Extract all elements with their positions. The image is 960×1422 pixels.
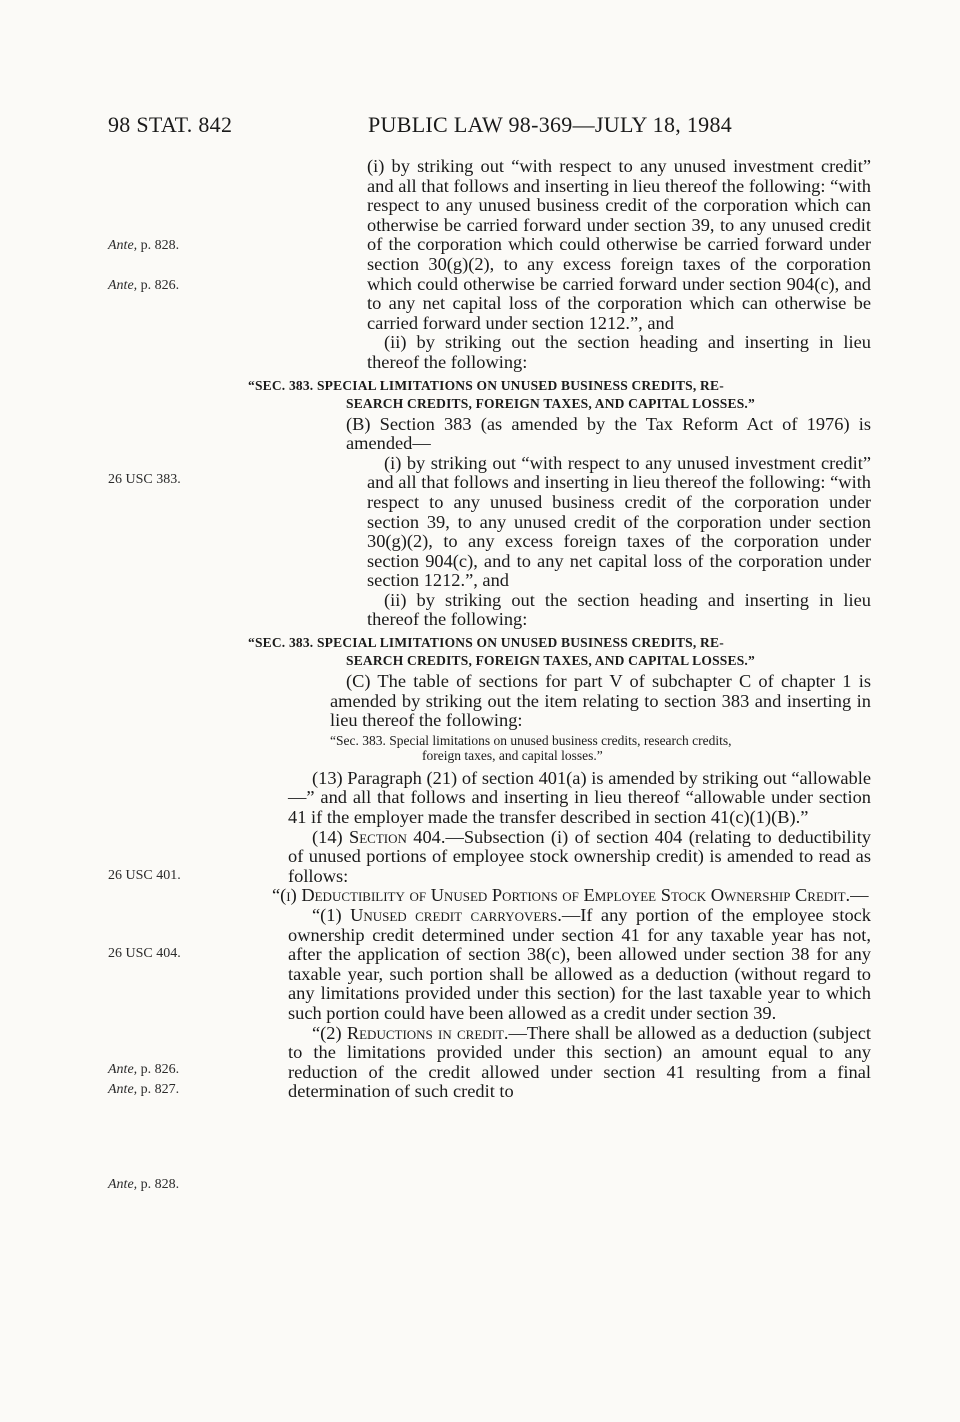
- margin-note-26usc404: 26 USC 404.: [108, 946, 181, 961]
- margin-note-ante-828-b: Ante, p. 828.: [108, 1177, 180, 1192]
- paragraph-1-text: —If any portion of the employee stock ownership credit determined under section 41 for any taxable year has not, after the application of section 38(c), been allowed under section 38 for any taxable year, such portion shall be allowed as a deduction (without regard to any limitations provided under this section) for the last taxable year to which such portion could have been allowed as a credit under section 39.: [288, 905, 871, 1023]
- paragraph-i-first: (i) by striking out “with respect to any unused investment credit” and all that follows and inserting in lieu thereof the following: “with respect to any unused business credit of the corporation which can otherwise be carried forward under section 39, to any unused credit of the corporation which could otherwise be carried forward under section 30(g)(2), to any excess foreign taxes of the corporation which could otherwise be carried forward under section 904(c), and to any net capital loss of the corporation which can otherwise be carried forward under section 1212.”, and: [367, 156, 871, 333]
- paragraph-2-reductions: [248, 1024, 871, 1102]
- paragraph-13: (13) Paragraph (21) of section 401(a) is amended by striking out “allowable—” and all that follows and inserting in lieu thereof “allowable under section 41 if the employer made the transfer described in section 41(c)(1)(B).”: [288, 767, 871, 828]
- paragraph-14-text: —Subsection (i) of section 404 (relating to deductibility of unused portions of employee stock ownership credit) is amended to read as follows:: [288, 826, 871, 886]
- section-heading-line: “SEC. 383. SPECIAL LIMITATIONS ON UNUSED BUSINESS CREDITS, RE-: [248, 635, 724, 651]
- paragraph-2-text: —There shall be allowed as a deduction (subject to the limitations provided under this section) an amount equal to any reduction of the credit allowed under section 41 resulting from a final determination of such credit to: [288, 1022, 871, 1102]
- section-heading-second: [248, 634, 871, 670]
- paragraph-b: (B) Section 383 (as amended by the Tax Reform Act of 1976) is amended—: [346, 413, 871, 454]
- section-heading-first: [248, 377, 871, 413]
- paragraph-14: [248, 828, 871, 887]
- table-entry-line: “Sec. 383. Special limitations on unused business credits, research credits,: [330, 732, 732, 748]
- paragraph-1-lead: “(1) Unused credit carryovers.: [312, 905, 562, 925]
- margin-note-26usc401: 26 USC 401.: [108, 868, 181, 883]
- body-text: [248, 157, 871, 1102]
- paragraph-c: (C) The table of sections for part V of subchapter C of chapter 1 is amended by striking out the item relating to section 383 and inserting in lieu thereof the following:: [330, 671, 871, 731]
- section-heading-line: SEARCH CREDITS, FOREIGN TAXES, AND CAPITAL LOSSES.”: [346, 653, 755, 669]
- paragraph-ii-first: (ii) by striking out the section heading and inserting in lieu thereof the following:: [367, 332, 871, 372]
- subsection-i-heading: [248, 886, 871, 906]
- paragraph-1-unused-credit: [248, 906, 871, 1024]
- margin-note-ante-828: Ante, p. 828.: [108, 238, 180, 253]
- section-heading-line: “SEC. 383. SPECIAL LIMITATIONS ON UNUSED BUSINESS CREDITS, RE-: [248, 377, 724, 393]
- stat-reference: 98 STAT. 842: [108, 112, 233, 137]
- margin-note-26usc383: 26 USC 383.: [108, 472, 181, 487]
- margin-note-ante-826: Ante, p. 826.: [108, 278, 180, 293]
- law-title: PUBLIC LAW 98-369—JULY 18, 1984: [368, 112, 733, 137]
- paragraph-ii-second: (ii) by striking out the section heading and inserting in lieu thereof the following:: [367, 589, 871, 630]
- paragraph-14-lead: (14) Section 404.: [312, 826, 446, 847]
- paragraph-2-lead: “(2) Reductions in credit.: [312, 1022, 509, 1043]
- subsection-i-lead: “(i) Deductibility of Unused Portions of Employee Stock Ownership Credit.: [272, 885, 851, 906]
- margin-note-ante-827: Ante, p. 827.: [108, 1082, 180, 1097]
- table-of-sections-entry: [248, 733, 871, 763]
- table-entry-line: foreign taxes, and capital losses.”: [422, 747, 603, 763]
- subsection-i-dash: —: [850, 885, 869, 906]
- paragraph-i-second: (i) by striking out “with respect to any unused investment credit” and all that follows and inserting in lieu thereof the following: “with respect to any unused business credit of the corporation under section 39, to any unused credit of the corporation under section 30(g)(2), to any excess foreign taxes of the corporation under section 904(c), and to any net capital loss of the corporation under section 1212.”, and: [367, 452, 871, 591]
- margin-note-ante-826-b: Ante, p. 826.: [108, 1062, 180, 1077]
- section-heading-line: SEARCH CREDITS, FOREIGN TAXES, AND CAPITAL LOSSES.”: [346, 395, 755, 411]
